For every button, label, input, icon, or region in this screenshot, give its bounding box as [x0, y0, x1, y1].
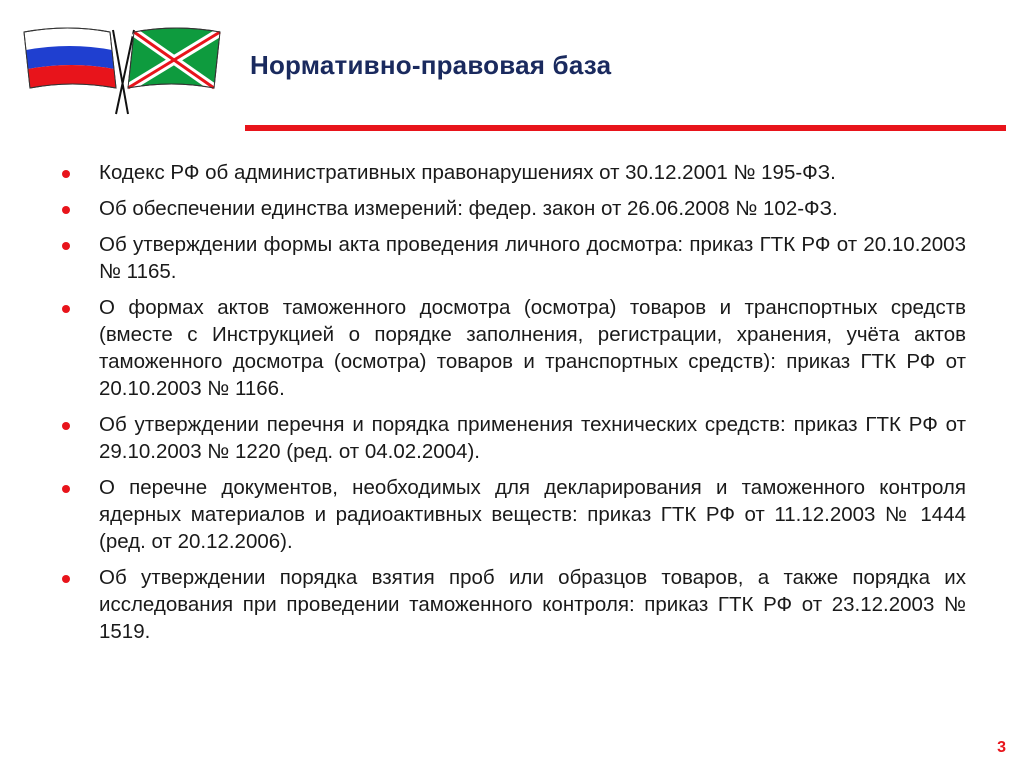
title-divider — [245, 125, 1006, 131]
list-item — [56, 231, 966, 285]
bullet-icon — [62, 206, 70, 214]
list-item — [56, 474, 966, 555]
list-item — [56, 195, 966, 222]
bullet-icon — [62, 575, 70, 583]
flags-logo — [16, 22, 226, 117]
bullet-icon — [62, 242, 70, 250]
page-number: 3 — [997, 739, 1006, 756]
regulations-list — [56, 159, 966, 654]
list-item-text: Об обеспечении единства измерений: федер. закон от 26.06.2008 № 102-ФЗ. — [99, 197, 838, 220]
list-item — [56, 411, 966, 465]
list-item-text: Об утверждении перечня и порядка применения технических средств: приказ ГТК РФ от 29.10.2003 № 1220 (ред. от 04.02.2004). — [99, 413, 966, 463]
page-title: Нормативно-правовая база — [250, 50, 612, 80]
list-item-text: Об утверждении формы акта проведения личного досмотра: приказ ГТК РФ от 20.10.2003 № 1165. — [99, 233, 966, 283]
list-item — [56, 159, 966, 186]
list-item-text: Об утверждении порядка взятия проб или образцов товаров, а также порядка их исследования при проведении таможенного контроля: приказ ГТК РФ от 23.12.2003 № 1519. — [99, 566, 966, 643]
list-item-text: О формах актов таможенного досмотра (осмотра) товаров и транспортных средств (вместе с Инструкцией о порядке заполнения, регистрации, хранения, учёта актов таможенного досмотра (осмотра) товаров и транспортных средств): приказ ГТК РФ от 20.10.2003 № 1166. — [99, 296, 966, 400]
bullet-icon — [62, 485, 70, 493]
list-item-text: О перечне документов, необходимых для декларирования и таможенного контроля ядерных материалов и радиоактивных веществ: приказ ГТК РФ от 11.12.2003 № 1444 (ред. от 20.12.2006). — [99, 476, 966, 553]
russian-flag — [24, 28, 116, 88]
bullet-icon — [62, 170, 70, 178]
list-item — [56, 294, 966, 402]
list-item — [56, 564, 966, 645]
bullet-icon — [62, 305, 70, 313]
bullet-icon — [62, 422, 70, 430]
list-item-text: Кодекс РФ об административных правонарушениях от 30.12.2001 № 195-ФЗ. — [99, 161, 836, 184]
customs-flag — [128, 28, 220, 88]
